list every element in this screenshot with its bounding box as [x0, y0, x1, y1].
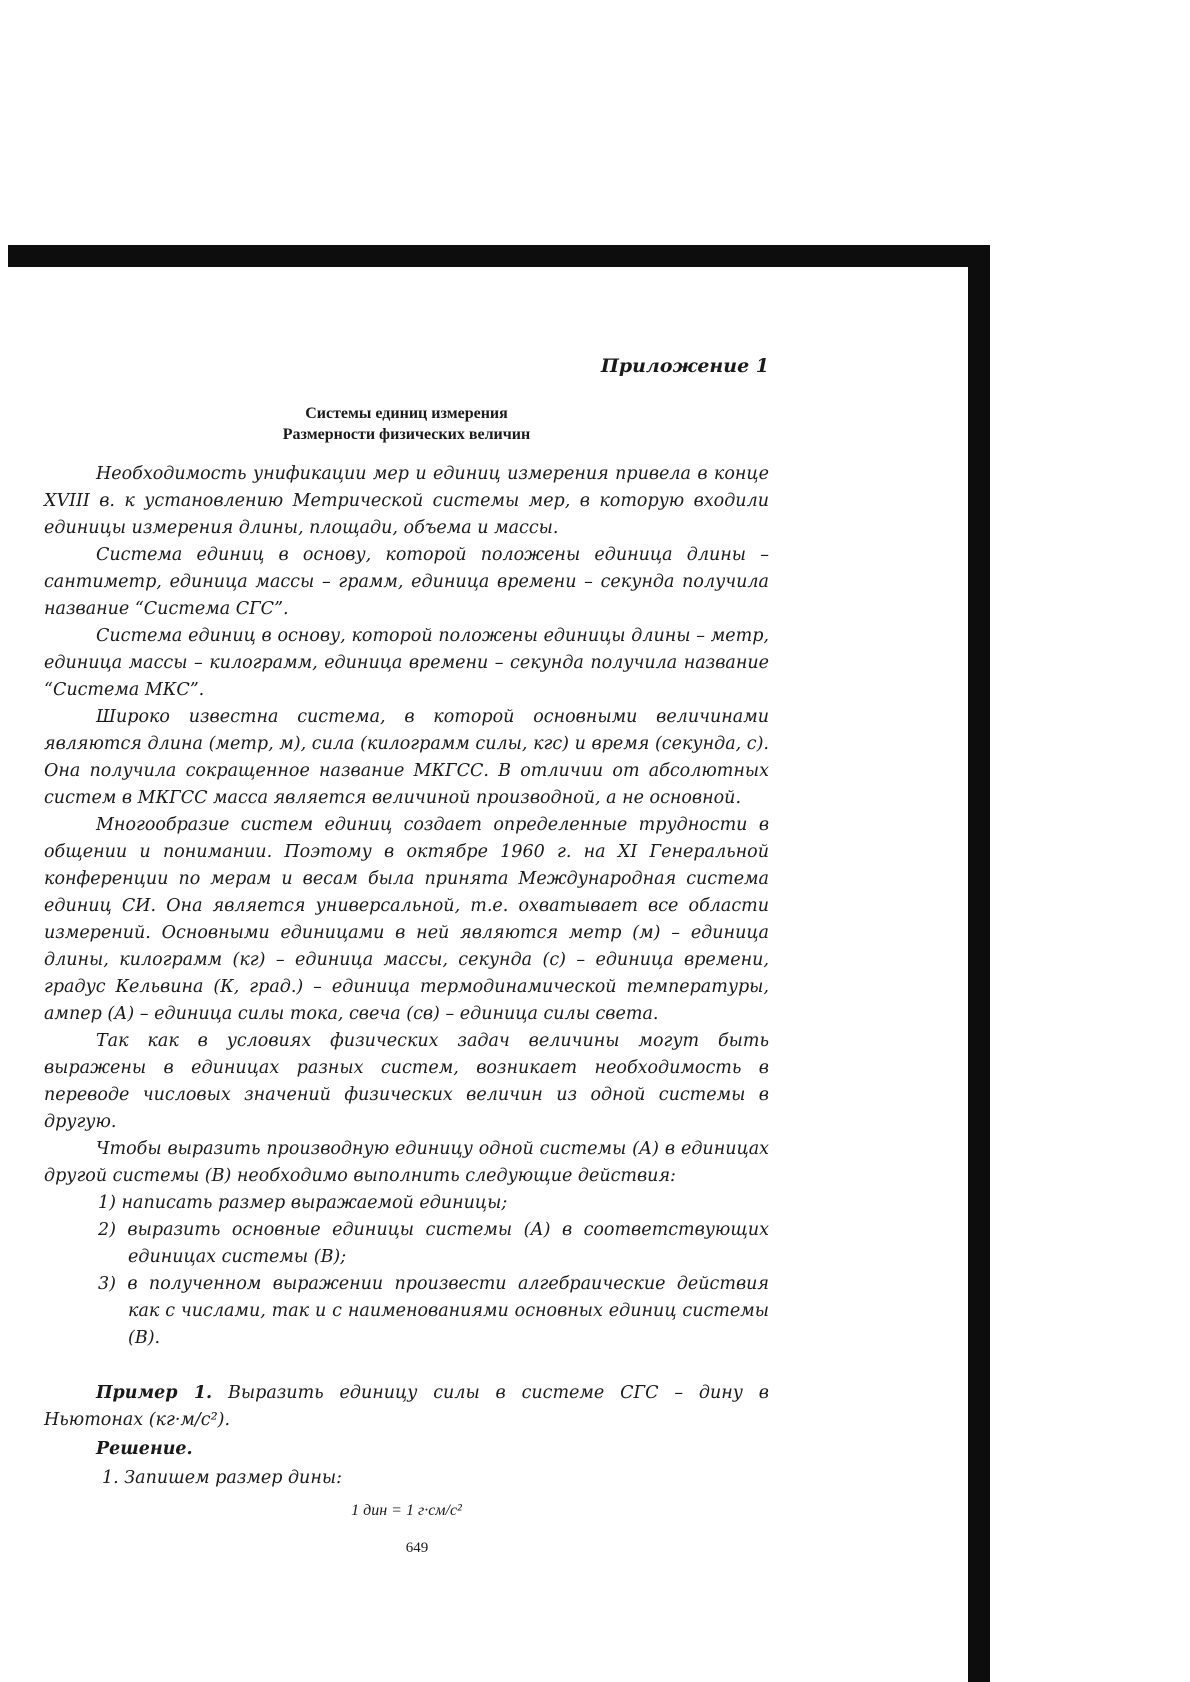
paragraph: Чтобы выразить производную единицу одной системы (А) в единицах другой системы (В) необходимо выполнить следующие действия:	[44, 1139, 769, 1186]
list-item: 2) выразить основные единицы системы (А) в соответствующих единицах системы (В);	[98, 1220, 769, 1267]
section-heading	[44, 403, 769, 445]
paragraph: Система единиц в основу, которой положены единица длины – сантиметр, единица массы – грамм, единица времени – секунда получила название “Система СГС”.	[44, 545, 769, 619]
steps-list	[44, 1190, 769, 1352]
example-label: Пример 1.	[96, 1383, 213, 1403]
paragraph: Необходимость унификации мер и единиц измерения привела в конце XVIII в. к установлению Метрической системы мер, в которую входили единицы измерения длины, площади, объема и массы.	[44, 464, 769, 538]
example-paragraph	[44, 1380, 769, 1434]
scan-border-top	[8, 245, 976, 267]
heading-line-2: Размерности физических величин	[282, 426, 531, 443]
page-number: 649	[405, 1540, 429, 1556]
solution-label: Решение.	[96, 1439, 193, 1459]
paragraph: Многообразие систем единиц создает определенные трудности в общении и понимании. Поэтому в октябре 1960 г. на XI Генеральной конференции по мерам и весам была принята Международная система единиц СИ. Она является универсальной, т.е. охватывает все области измерений. Основными единицами в ней являются метр (м) – единица длины, килограмм (кг) – единица массы, секунда (с) – единица времени, градус Кельвина (К, град.) – единица термодинамической температуры, ампер (А) – единица силы тока, свеча (св) – единица силы света.	[44, 815, 769, 1024]
formula: 1 дин = 1 г·см/с²	[351, 1502, 462, 1519]
paragraph: Так как в условиях физических задач величины могут быть выражены в единицах разных систем, возникает необходимость в переводе числовых значений физических величин из одной системы в другую.	[44, 1031, 769, 1132]
appendix-label: Приложение 1	[600, 355, 769, 377]
page-body	[44, 355, 769, 1520]
solution-step: 1. Запишем размер дины:	[102, 1468, 342, 1488]
list-item: 1) написать размер выражаемой единицы;	[98, 1193, 508, 1213]
example-text: Выразить единицу силы в системе СГС – дину в Ньютонах (кг·м/с²).	[44, 1383, 769, 1430]
heading-line-1: Системы единиц измерения	[305, 405, 508, 422]
paragraph: Широко известна система, в которой основными величинами являются длина (метр, м), сила (килограмм силы, кгс) и время (секунда, с). Она получила сокращенное название МКГСС. В отличии от абсолютных систем в МКГСС масса является величиной производной, а не основной.	[44, 707, 769, 808]
paragraph: Система единиц в основу, которой положены единицы длины – метр, единица массы – килограмм, единица времени – секунда получила название “Система МКС”.	[44, 626, 769, 700]
scan-border-right	[968, 245, 990, 1682]
list-item: 3) в полученном выражении произвести алгебраические действия как с числами, так и с наименованиями основных единиц системы (В).	[98, 1274, 769, 1348]
